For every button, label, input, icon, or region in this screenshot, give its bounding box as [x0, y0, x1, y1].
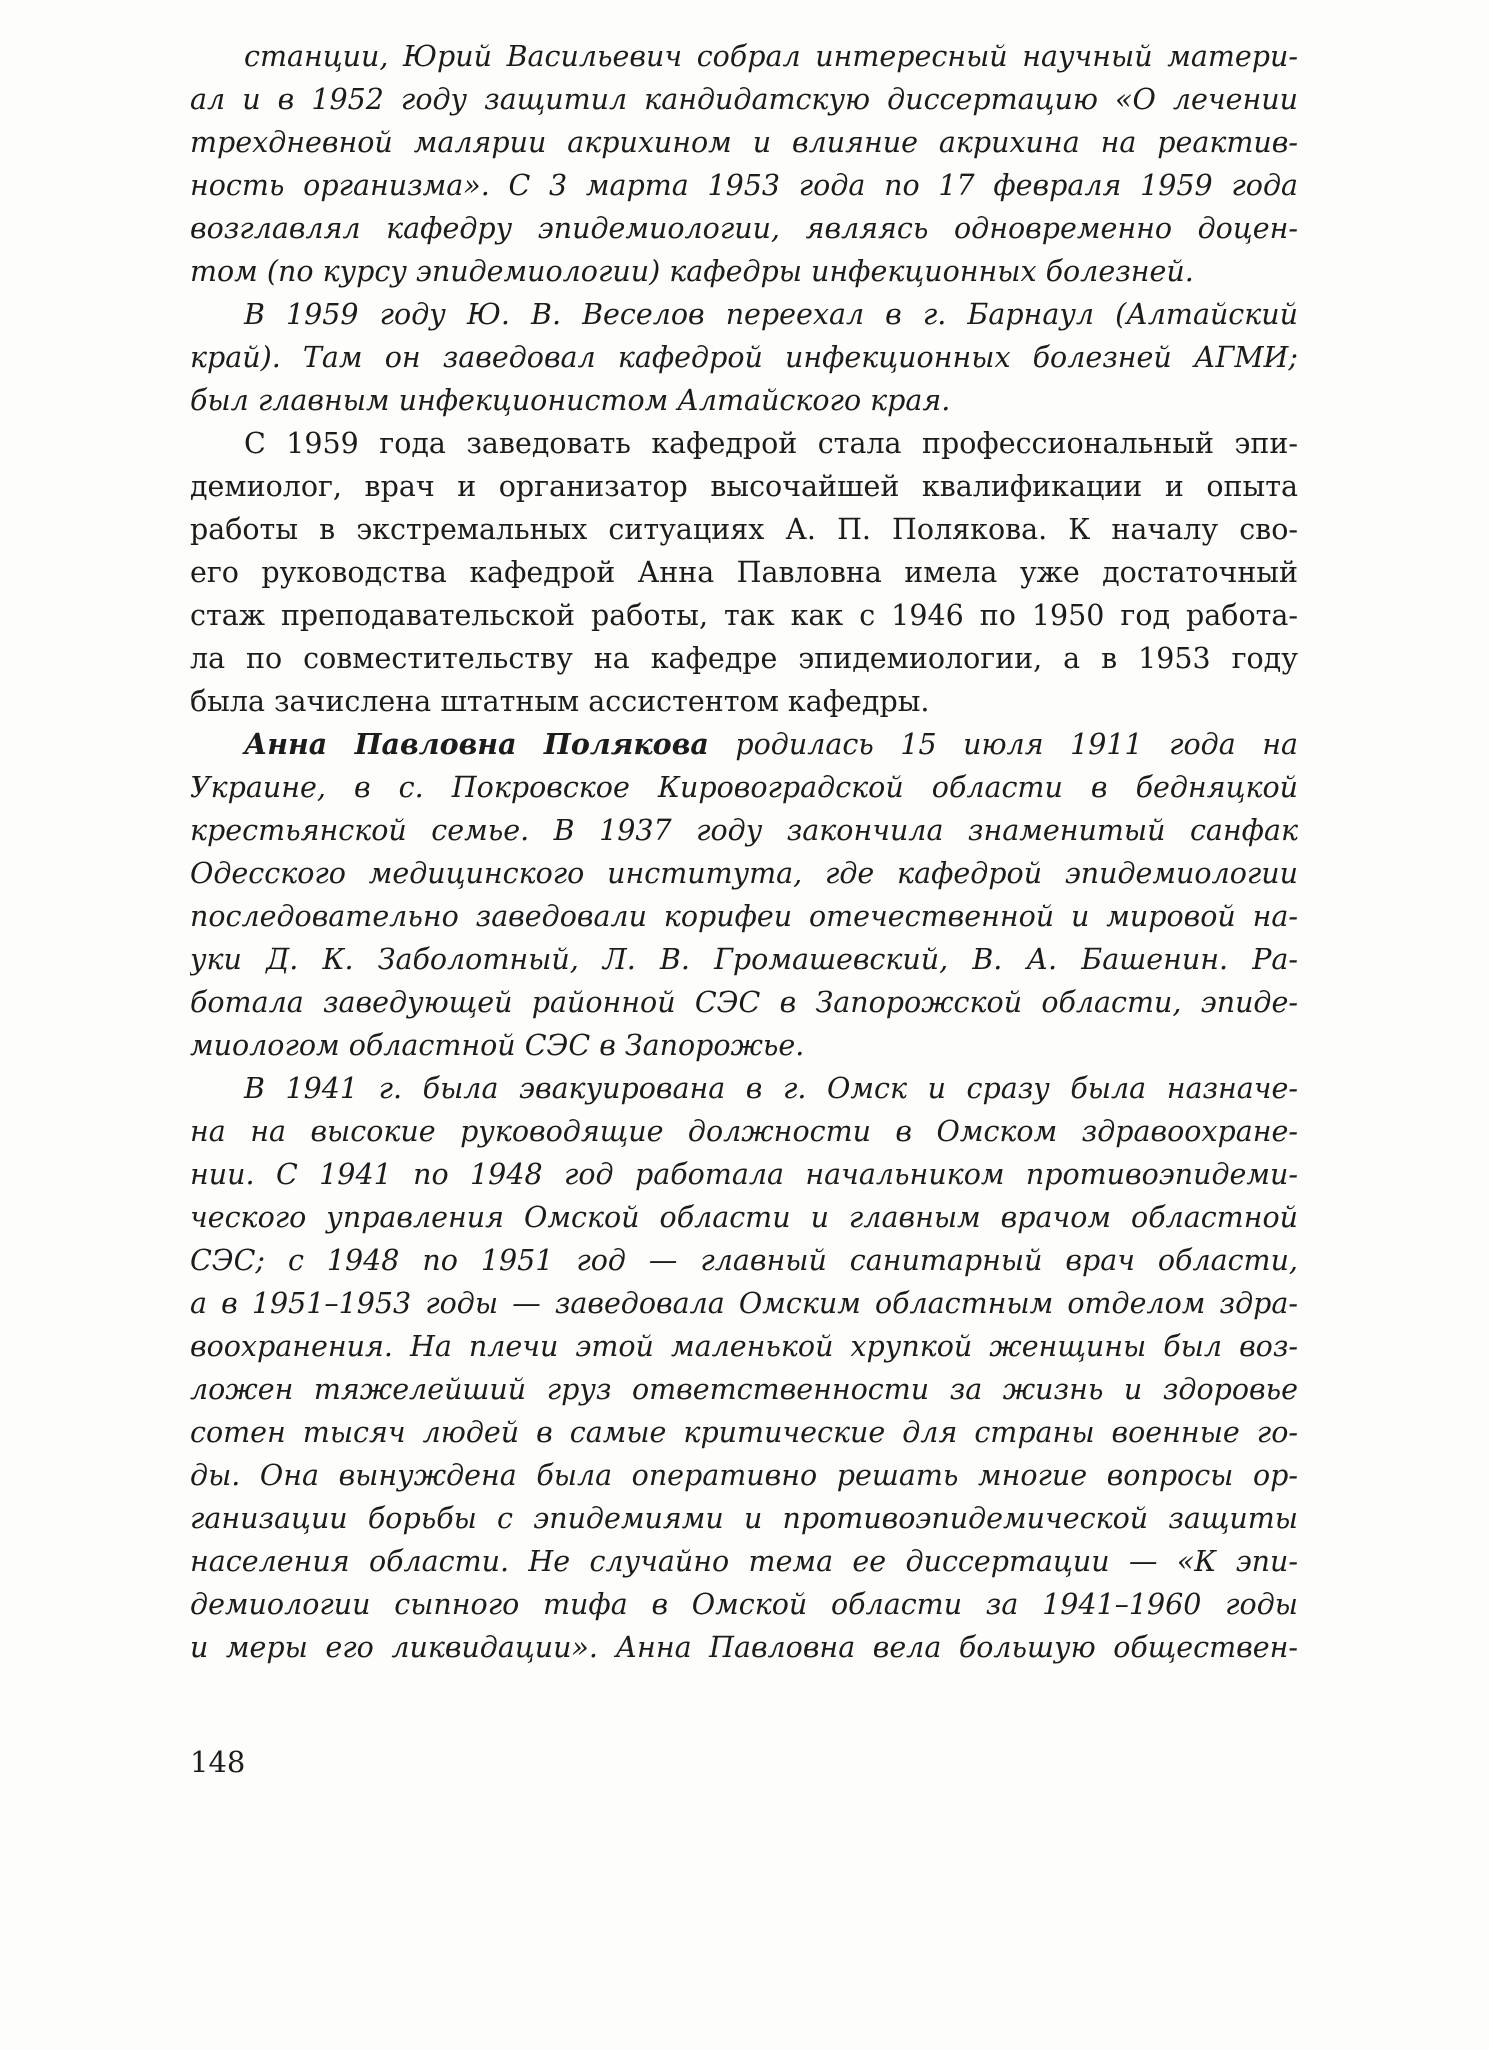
text-line: ал и в 1952 году защитил кандидатскую диссертацию «О лечении: [190, 83, 1298, 116]
paragraph: [190, 422, 1298, 723]
text-line: возглавлял кафедру эпидемиологии, являясь одновременно доцен-: [190, 212, 1298, 245]
text-line: была зачислена штатным ассистентом кафедры.: [190, 685, 930, 718]
text-line: населения области. Не случайно тема ее диссертации — «К эпи-: [190, 1545, 1298, 1578]
text-line: В 1941 г. была эвакуирована в г. Омск и сразу была назначе-: [244, 1072, 1298, 1105]
text-line: сотен тысяч людей в самые критические для страны военные го-: [190, 1416, 1298, 1449]
line-text: родилась 15 июля 1911 года на: [708, 728, 1298, 761]
text-line: его руководства кафедрой Анна Павловна имела уже достаточный: [190, 556, 1298, 589]
text-line: был главным инфекционистом Алтайского края.: [190, 384, 951, 417]
text-line: СЭС; с 1948 по 1951 год — главный санитарный врач области,: [190, 1244, 1298, 1277]
text-line: демиологии сыпного тифа в Омской области за 1941–1960 годы: [190, 1588, 1298, 1621]
text-line: ганизации борьбы с эпидемиями и противоэпидемической защиты: [190, 1502, 1298, 1535]
text-line: В 1959 году Ю. В. Веселов переехал в г. Барнаул (Алтайский: [244, 298, 1298, 331]
text-line: С 1959 года заведовать кафедрой стала профессиональный эпи-: [244, 427, 1298, 460]
text-line: трехдневной малярии акрихином и влияние акрихина на реактив-: [190, 126, 1298, 159]
text-line: демиолог, врач и организатор высочайшей квалификации и опыта: [190, 470, 1298, 503]
text-line: Украине, в с. Покровское Кировоградской области в бедняцкой: [190, 771, 1298, 804]
paragraph: [190, 723, 1298, 1067]
text-line: последовательно заведовали корифеи отечественной и мировой на-: [190, 900, 1298, 933]
paragraph: [190, 293, 1298, 422]
text-line: Одесского медицинского института, где кафедрой эпидемиологии: [190, 857, 1298, 890]
text-line: и меры его ликвидации». Анна Павловна вела большую обществен-: [190, 1631, 1298, 1664]
text-line: край). Там он заведовал кафедрой инфекционных болезней АГМИ;: [190, 341, 1298, 374]
text-line: станции, Юрий Васильевич собрал интересный научный матери-: [244, 40, 1298, 73]
text-line: [190, 723, 1298, 766]
text-line: на на высокие руководящие должности в Омском здравоохране-: [190, 1115, 1298, 1148]
text-line: стаж преподавательской работы, так как с 1946 по 1950 год работа-: [190, 599, 1298, 632]
text-line: а в 1951–1953 годы — заведовала Омским областным отделом здра-: [190, 1287, 1298, 1320]
paragraph: [190, 35, 1298, 293]
text-line: ботала заведующей районной СЭС в Запорожской области, эпиде-: [190, 986, 1298, 1019]
paragraph: [190, 1067, 1298, 1669]
text-line: нии. С 1941 по 1948 год работала начальником противоэпидеми-: [190, 1158, 1298, 1191]
text-line: том (по курсу эпидемиологии) кафедры инфекционных болезней.: [190, 255, 1194, 288]
text-line: крестьянской семье. В 1937 году закончила знаменитый санфак: [190, 814, 1298, 847]
bold-name: Анна Павловна Полякова: [244, 727, 709, 761]
text-line: работы в экстремальных ситуациях А. П. Полякова. К началу сво-: [190, 513, 1298, 546]
text-line: миологом областной СЭС в Запорожье.: [190, 1029, 805, 1062]
text-line: ческого управления Омской области и главным врачом областной: [190, 1201, 1298, 1234]
text-line: воохранения. На плечи этой маленькой хрупкой женщины был воз-: [190, 1330, 1298, 1363]
text-line: уки Д. К. Заболотный, Л. В. Громашевский, В. А. Башенин. Ра-: [190, 943, 1298, 976]
text-line: ложен тяжелейший груз ответственности за жизнь и здоровье: [190, 1373, 1298, 1406]
text-line: ла по совместительству на кафедре эпидемиологии, а в 1953 году: [190, 642, 1298, 675]
text-line: ность организма». С 3 марта 1953 года по 17 февраля 1959 года: [190, 169, 1298, 202]
body-text: [190, 35, 1298, 1669]
page-number: 148: [190, 1745, 246, 1779]
text-line: ды. Она вынуждена была оперативно решать многие вопросы ор-: [190, 1459, 1298, 1492]
